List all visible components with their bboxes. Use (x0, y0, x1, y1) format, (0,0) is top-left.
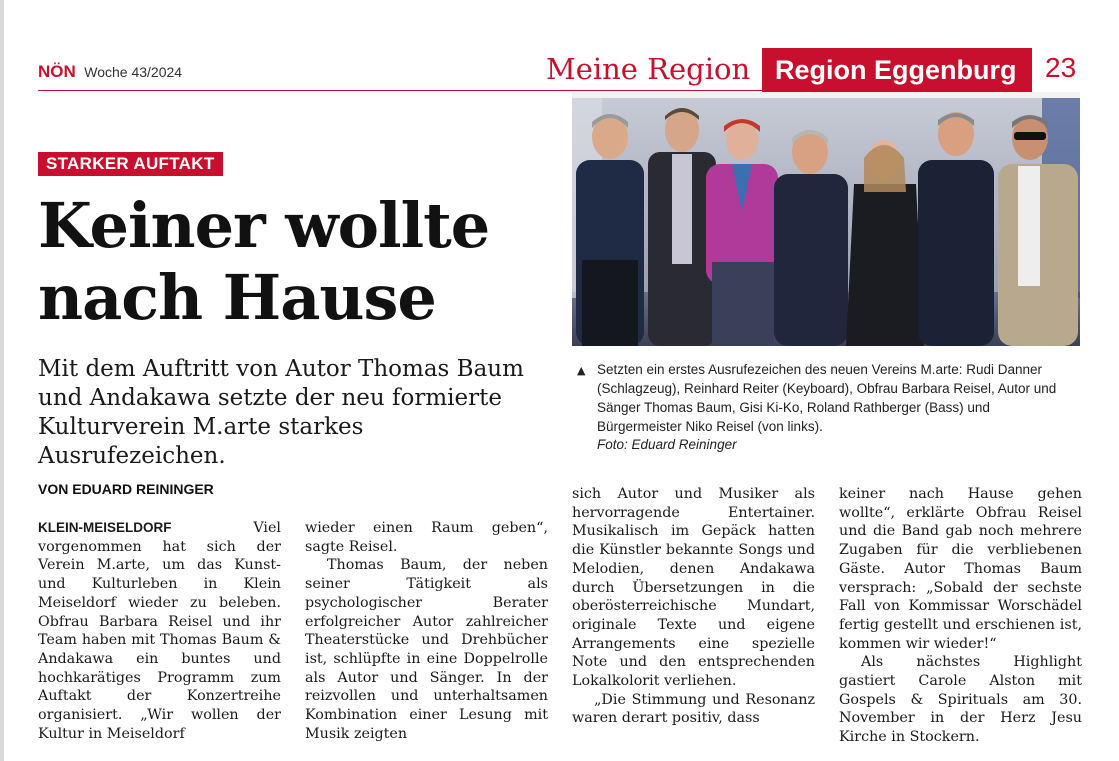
headline: Keiner wollte nach Hause (38, 189, 490, 334)
page-edge (0, 0, 4, 761)
lead-paragraph: Mit dem Auftritt von Autor Thomas Baum und Andakawa setzte der neu formierte Kulturverein M.arte starkes Ausrufezeichen. (38, 356, 524, 469)
byline: VON EDUARD REININGER (38, 481, 214, 497)
region-title: Region Eggenburg (775, 55, 1017, 85)
header-rule (38, 90, 762, 91)
photo-credit: Foto: Eduard Reininger (597, 437, 737, 452)
body-text: Thomas Baum, der neben seiner Tätigkeit als psychologischer Berater erfolgreicher Autor zahlreicher Theaterstücke und Drehbücher ist, schlüpfte in eine Doppelrolle als Autor und Sänger. In der reizvollen und unterhaltsamen Kombination einer Lesung mit Musik zeigten (305, 557, 548, 742)
article-column-2 (305, 519, 548, 743)
body-text: „Die Stimmung und Resonanz waren derart positiv, dass (572, 691, 815, 727)
section-title: Meine Region (546, 52, 751, 86)
group-photo (572, 92, 1080, 346)
brand-logo: NÖN (38, 62, 76, 81)
body-text: wieder einen Raum geben“, sagte Reisel. (305, 520, 548, 555)
body-text: keiner nach Hause gehen wollte“, erklärte Obfrau Reisel und die Band gab noch mehrere Zugaben für die verbliebenen Gäste. Autor Thomas Baum versprach: „Sobald der sechste Fall von Kommissar Worschädel fertig gestellt und erschienen ist, kommen wir wieder!“ (839, 486, 1082, 652)
article-column-1 (38, 519, 281, 743)
caption-triangle-icon: ▲ (577, 364, 586, 377)
masthead (38, 62, 182, 82)
page-number: 23 (1045, 52, 1077, 83)
kicker-label: STARKER AUFTAKT (38, 152, 223, 176)
article-column-4 (839, 485, 1082, 747)
issue-week: Woche 43/2024 (84, 64, 183, 80)
body-text: Viel vorgenommen hat sich der Verein M.arte, um das Kunst- und Kulturleben in Klein Meiseldorf wieder zu beleben. Obfrau Barbara Reisel und ihr Team haben mit Thomas Baum & Andakawa ein buntes und hochkarätiges Programm zum Auftakt der Konzertreihe organisiert. „Wir wollen der Kultur in Meiseldorf (38, 520, 281, 742)
body-text: sich Autor und Musiker als hervorragende Entertainer. Musikalisch im Gepäck hatten die Künstler bekannte Songs und Melodien, denen Andakawa durch Übersetzungen in die oberösterreichische Mundart, originale Texte und eigene Arrangements eine spezielle Note und den entsprechenden Lokalkolorit verliehen. (572, 486, 815, 690)
article-column-3 (572, 485, 815, 728)
body-text: Als nächstes Highlight gastiert Carole Alston mit Gospels & Spirituals am 30. November in der Herz Jesu Kirche in Stockern. (839, 654, 1082, 746)
photo-caption: Setzten ein erstes Ausrufezeichen des neuen Vereins M.arte: Rudi Danner (Schlagzeug), Reinhard Reiter (Keyboard), Obfrau Barbara Reisel, Autor und Sänger Thomas Baum, Gisi Ki-Ko, Roland Rathberger (Bass) und Bürgermeister Niko Reisel (von links). (597, 362, 1057, 434)
dateline: KLEIN-MEISELDORF (38, 520, 172, 535)
